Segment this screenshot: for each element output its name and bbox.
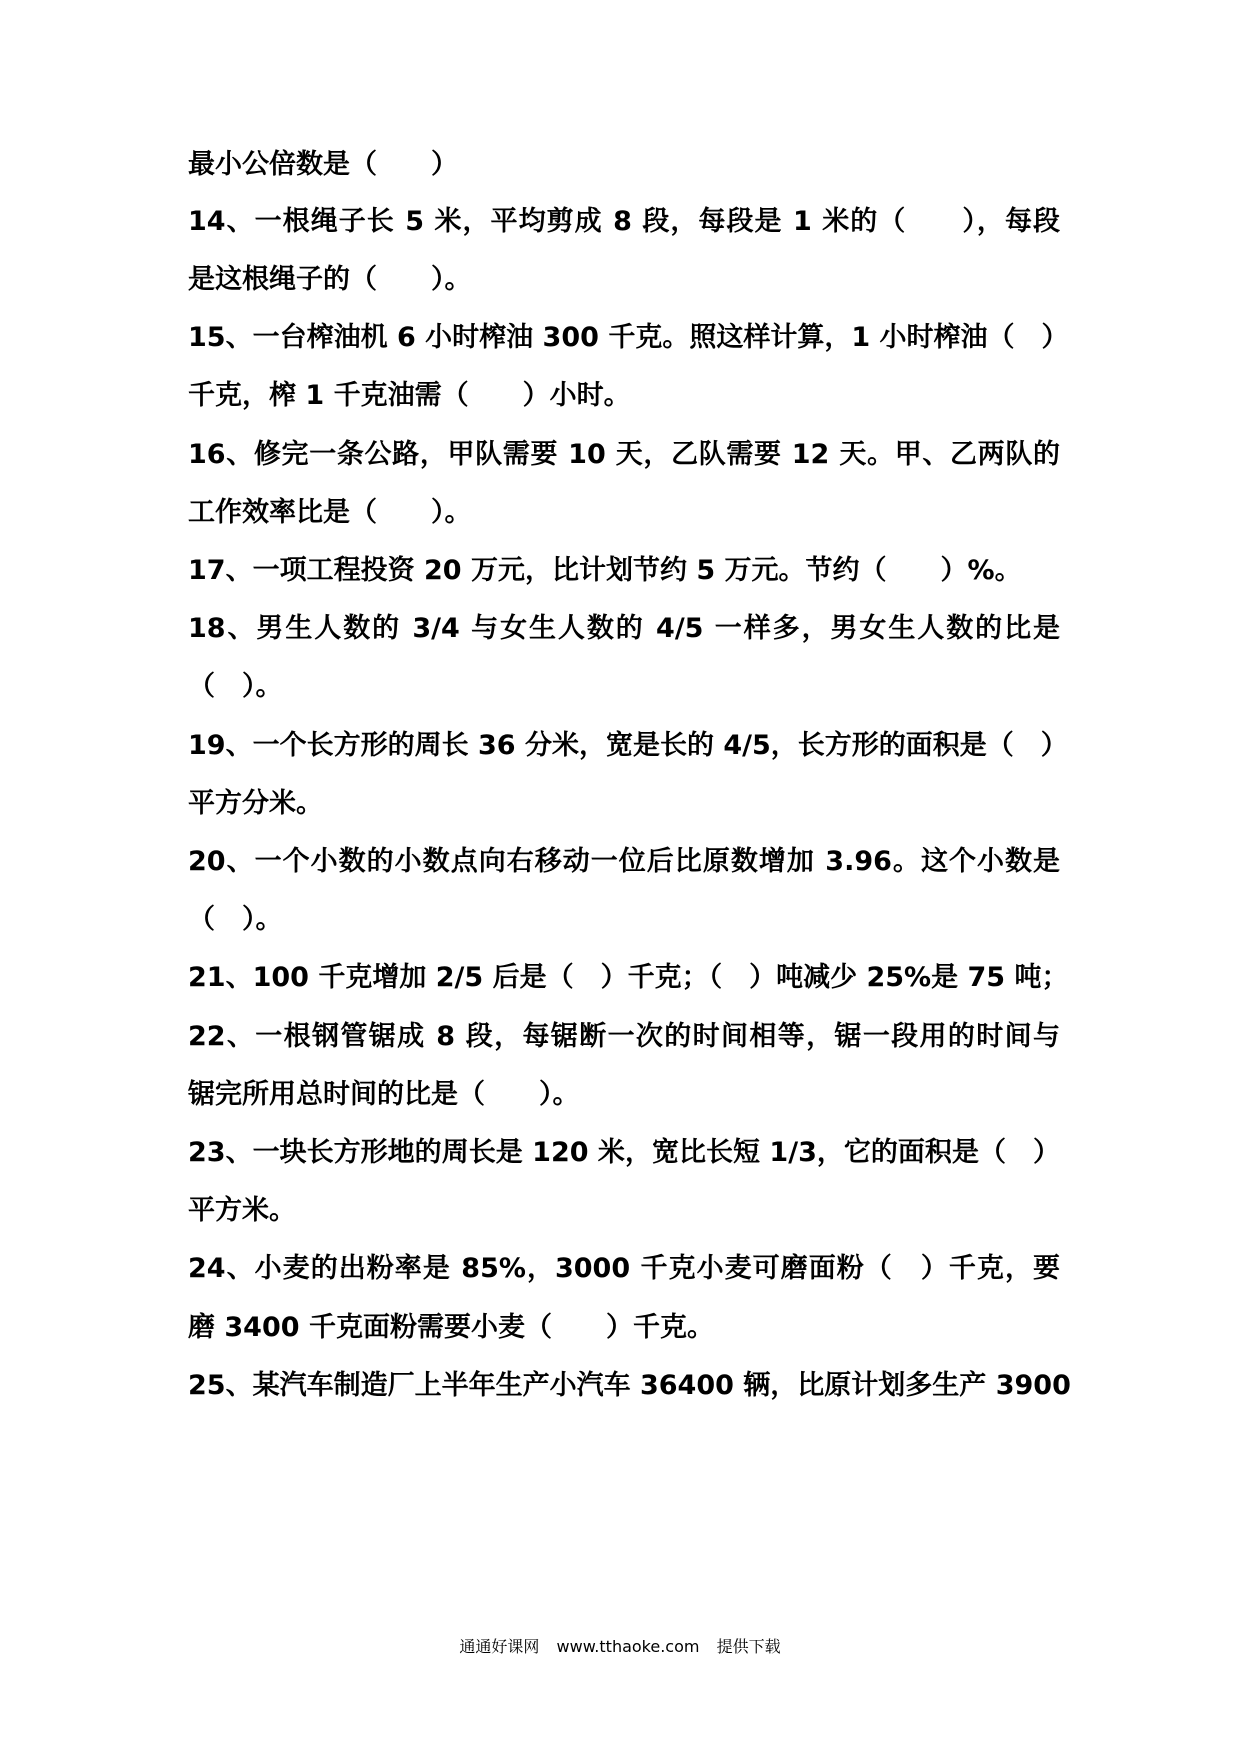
footer-suffix: 提供下载 (716, 1637, 781, 1656)
question-15-line-2: 千克，榨 1 千克油需（ ）小时。 (188, 380, 631, 411)
question-17: 17、一项工程投资 20 万元，比计划节约 5 万元。节约（ ）%。 (188, 555, 1022, 586)
question-23-line-1: 23、一块长方形地的周长是 120 米，宽比长短 1/3，它的面积是（ ） (188, 1137, 1060, 1168)
question-24-line-1: 24、小麦的出粉率是 85%，3000 千克小麦可磨面粉（ ）千克，要 (188, 1253, 1060, 1284)
question-16-line-1: 16、修完一条公路，甲队需要 10 天，乙队需要 12 天。甲、乙两队的 (188, 439, 1060, 470)
question-21: 21、100 千克增加 2/5 后是（ ）千克；（ ）吨减少 25%是 75 吨； (188, 962, 1069, 993)
question-18-line-1: 18、男生人数的 3/4 与女生人数的 4/5 一样多，男女生人数的比是 (188, 613, 1060, 644)
question-13-continuation: 最小公倍数是（ ） (188, 149, 458, 180)
question-18-line-2: （ ）。 (188, 671, 283, 702)
question-20-line-1: 20、一个小数的小数点向右移动一位后比原数增加 3.96。这个小数是 (188, 846, 1060, 877)
question-16-line-2: 工作效率比是（ ）。 (188, 497, 472, 528)
question-14-line-1: 14、一根绳子长 5 米，平均剪成 8 段，每段是 1 米的（ ），每段 (188, 206, 1060, 237)
footer-site-name: 通通好课网 (459, 1637, 540, 1656)
question-22-line-1: 22、一根钢管锯成 8 段，每锯断一次的时间相等，锯一段用的时间与 (188, 1021, 1060, 1052)
footer-url[interactable]: www.tthaoke.com (556, 1637, 700, 1656)
question-19-line-1: 19、一个长方形的周长 36 分米，宽是长的 4/5，长方形的面积是（ ） (188, 730, 1068, 761)
question-20-line-2: （ ）。 (188, 904, 283, 935)
question-24-line-2: 磨 3400 千克面粉需要小麦（ ）千克。 (188, 1312, 714, 1343)
question-19-line-2: 平方分米。 (188, 788, 323, 819)
question-23-line-2: 平方米。 (188, 1195, 296, 1226)
question-14-line-2: 是这根绳子的（ ）。 (188, 264, 472, 295)
question-22-line-2: 锯完所用总时间的比是（ ）。 (188, 1079, 580, 1110)
question-25-line-1: 25、某汽车制造厂上半年生产小汽车 36400 辆，比原计划多生产 3900 (188, 1370, 1071, 1401)
page-footer (0, 1636, 1240, 1658)
question-15-line-1: 15、一台榨油机 6 小时榨油 300 千克。照这样计算，1 小时榨油（ ） (188, 322, 1069, 353)
